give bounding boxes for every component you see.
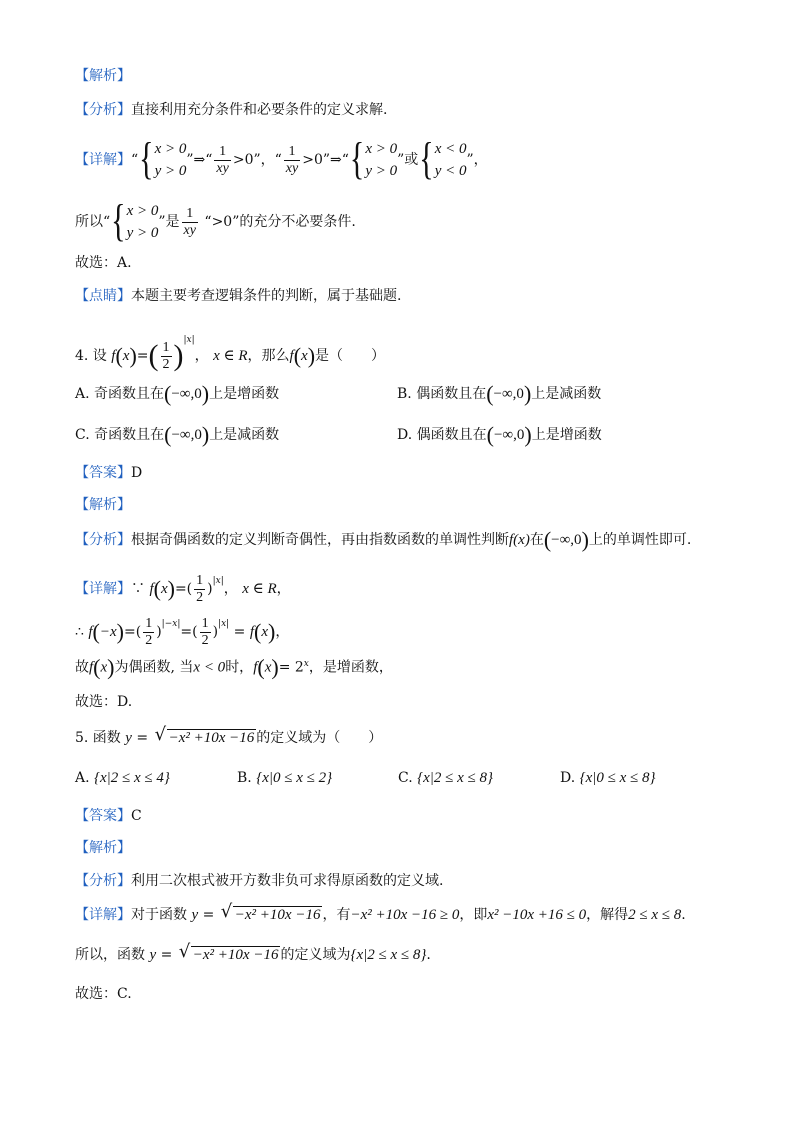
var-x: x [100,659,108,676]
paren-open: ( [486,422,494,447]
text: ，是增函数， [308,659,393,676]
fraction-one-half [143,616,154,649]
q4-option-d[interactable] [397,422,602,447]
interval: −∞,0 [551,532,582,548]
radical-sign: √ [154,724,167,745]
fx-symbol: f [111,348,116,364]
sys-row: y > 0 [126,225,159,241]
sys-row: x > 0 [365,141,398,157]
system-xy-positive [155,138,187,182]
option-letter: B. [397,386,412,402]
brace: { [349,134,365,184]
q5-guxuan-line [75,984,132,1004]
end-quote: ”， [466,152,488,168]
tag-dianjing: 【点睛】 [75,288,131,304]
close-paren: ) [212,624,219,640]
domain-text: x ∈ R [213,348,248,364]
equals: = [229,624,250,640]
sys-row: y > 0 [365,163,398,179]
radicand: −x² +10x −16 [234,907,321,923]
option-letter: C. [75,427,90,443]
brace: { [139,134,154,184]
exponent: |x| [212,576,224,586]
shi-text: ”是 [158,214,180,230]
q4-jiexi-heading [75,495,131,515]
option-pre: 奇函数且在 [94,427,165,443]
y-symbol: y [191,907,199,923]
paren-close: ) [201,381,210,406]
radical-sign: √ [220,901,233,922]
text: 对于函数 [131,907,187,923]
sys-row: y < 0 [434,163,467,179]
q5-fenxi-line [75,871,443,891]
q5-xiangjie-line: 【详解】对于函数 y = √ −x² +10x −16 ，有−x² +10x −16 ≥ 0，即x² −10x +16 ≤ 0，解得2 ≤ x ≤ 8. [75,901,686,923]
tag-answer: 【答案】 [75,465,131,481]
q4-tail: ，那么 [247,348,290,364]
var-x: x [261,624,268,640]
q4-prefix: 4. 设 [75,348,107,364]
frac-den: 2 [145,632,153,648]
frac-den: 2 [162,356,170,372]
inequality: −x² +10x −16 ≥ 0 [350,907,460,923]
option-letter: A. [75,386,90,402]
or-text: ”或 [397,152,419,168]
guxuan-text: 故选：A. [75,255,132,271]
paren-close: ) [116,619,124,644]
option-letter: C. [398,770,413,786]
exponent: |x| [218,619,230,629]
answer-value: C [131,808,142,824]
paren-open: ( [164,381,172,406]
fraction-1-over-xy [182,206,198,239]
paren-open: ( [486,381,494,406]
equals-open: =( [124,624,142,640]
question-5-stem: 5. 函数 y = √ −x² +10x −16 的定义域为（ ） [75,724,383,746]
q5-jiexi-heading [75,838,131,858]
frac-num: 1 [162,339,170,355]
q4-option-a[interactable] [75,381,280,406]
frac-num: 1 [196,572,204,588]
option-letter: D. [397,427,413,443]
paren-open: ( [164,422,172,447]
option-post: 上是增函数 [531,427,602,443]
close-paren: ) [207,581,213,597]
tag-answer: 【答案】 [75,808,131,824]
tag-xiangjie: 【详解】 [75,152,131,168]
q4-option-c[interactable] [75,422,280,447]
fenxi-text: 直接利用充分条件和必要条件的定义求解. [131,102,388,118]
q5-option-d[interactable] [560,768,656,788]
q4-answer-line [75,463,142,483]
frac-num: 1 [288,143,296,159]
paren-close: ) [129,343,137,368]
xiangjie-line-1 [75,134,488,184]
option-post: 上是减函数 [209,427,280,443]
option-set: {x|0 ≤ x ≤ 8} [579,770,656,786]
therefore-symbol: ∴ [75,624,84,640]
option-set: {x|2 ≤ x ≤ 4} [94,770,170,786]
q4-therefore-line: ∴ f(−x)=( $\frac{1}{2}$ )$^{|-x|}$=( $\frac{1}{2}$ )$^{|x|}$ = f(x)， [75,615,290,648]
frac-den: 2 [196,589,204,605]
paren-close: ) [307,343,316,368]
option-post: 上是增函数 [209,386,280,402]
open-quote: “ [131,152,139,168]
solution: 2 ≤ x ≤ 8 [628,907,682,923]
fx-symbol: f [253,659,258,676]
fenxi-text: 上的单调性即可. [588,532,692,548]
suoyi-suffix: “>0”的充分不必要条件. [199,214,356,230]
var-x: x [160,581,168,597]
option-letter: D. [560,770,576,786]
paren-close: ) [167,576,175,601]
q4-xiangjie-line [75,571,291,606]
frac-num: 1 [145,615,153,631]
sqrt-expression [154,724,257,748]
gt-text: >0”，“ [232,152,282,168]
paren-close-big: ) [173,339,184,372]
paren-close: ) [581,527,589,552]
fenxi-line-1 [75,100,387,120]
text: ，有 [322,907,351,923]
comma: ， [194,348,209,364]
jiexi-heading-1 [75,66,131,86]
option-pre: 偶函数且在 [416,427,487,443]
var-x: x [122,348,130,364]
frac-num: 1 [201,615,209,631]
suoyi-prefix: 所以“ [75,214,111,230]
tag-jiexi: 【解析】 [75,840,131,856]
inequality: x² −10x +16 ≤ 0 [487,907,587,923]
q4-conclusion-line [75,654,393,678]
option-post: 上是减函数 [531,386,602,402]
option-set: {x|2 ≤ x ≤ 8} [417,770,494,786]
paren-open: ( [93,654,101,680]
comma: ， [276,581,291,597]
tag-xiangjie: 【详解】 [75,581,131,597]
var-x: x [301,348,308,364]
dianjing-text: 本题主要考查逻辑条件的判断，属于基础题. [131,288,402,304]
system-xy-positive [365,138,397,182]
radicand: −x² +10x −16 [192,947,279,963]
dianjing-line [75,286,401,306]
equals-open: =( [174,581,193,597]
option-interval: −∞,0 [493,386,524,402]
text: 时， [225,659,254,676]
y-symbol: y [125,730,132,746]
paren-open: ( [253,619,262,644]
text: 故 [75,659,89,676]
question-4-stem [75,330,385,373]
guxuan-text: 故选：D. [75,694,133,710]
fx-symbol: f [149,581,154,597]
option-pre: 奇函数且在 [94,386,165,402]
fenxi-text: 利用二次根式被开方数非负可求得原函数的定义域. [131,873,444,889]
tag-fenxi: 【分析】 [75,102,131,118]
equals-open: =( [180,624,198,640]
fraction-one-half [200,616,211,649]
var-x: x [110,624,117,640]
q5-option-c[interactable] [398,768,493,788]
fenxi-text: 根据奇偶函数的定义判断奇偶性，再由指数函数的单调性判断 [131,532,509,548]
frac-num: 1 [219,143,227,159]
paren-open: ( [153,576,161,601]
option-interval: −∞,0 [171,386,202,402]
sqrt-expression [178,941,281,965]
option-interval: −∞,0 [171,427,202,443]
paren-close: ) [523,381,532,406]
because-symbol: ∵ [131,581,145,597]
answer-value: D [131,465,143,481]
text: . [681,907,686,923]
comma: ， [223,581,238,597]
sys-row: x > 0 [154,141,187,157]
frac-den: xy [183,222,196,238]
comma: ， [275,624,290,640]
y-symbol: y [149,947,157,963]
domain-set: {x|2 ≤ x ≤ 8} [350,947,427,963]
var-x: x [264,659,272,676]
brace: { [111,196,126,246]
tag-jiexi: 【解析】 [75,68,131,84]
option-pre: 偶函数且在 [416,386,487,402]
q5-option-a[interactable] [75,768,170,788]
system-xy-positive [127,200,159,244]
domain-text: x ∈ R [242,581,277,597]
implies: ”⇒“ [186,152,213,168]
fraction-1-over-xy [284,144,300,177]
option-set: {x|0 ≤ x ≤ 2} [256,770,333,786]
fraction-1-over-xy [214,144,230,177]
radical-sign: √ [178,941,191,962]
paren-open-big: ( [148,339,159,372]
fx-symbol: f [88,624,93,640]
text: 的定义域为 [280,947,351,963]
tag-jiexi: 【解析】 [75,497,131,513]
q4-fenxi-line [75,527,692,552]
system-xy-negative [435,138,467,182]
q4-option-b[interactable] [397,381,602,406]
fraction-one-half [194,573,205,606]
frac-den: xy [285,160,299,176]
tag-xiangjie: 【详解】 [75,907,131,923]
q4-shi: 是（ ） [315,348,386,364]
condition: x < 0 [193,659,226,676]
option-letter: A. [75,770,90,786]
close-paren: ) [156,624,162,640]
suoyi-line-1 [75,196,356,246]
brace: { [419,134,434,184]
radicand: −x² +10x −16 [168,730,255,746]
q5-prefix: 5. 函数 [75,730,121,746]
tag-fenxi: 【分析】 [75,532,131,548]
paren-open: ( [92,619,100,644]
q5-tail: 的定义域为（ ） [256,730,383,746]
q5-answer-line [75,806,142,826]
text: ，解得 [586,907,629,923]
guxuan-text: 故选：C. [75,986,132,1002]
text: ，即 [459,907,488,923]
sys-row: x > 0 [126,203,159,219]
frac-den: xy [216,160,229,176]
gt-text: >0”⇒“ [302,152,349,168]
exponent: |x| [183,335,195,345]
paren-close: ) [107,654,115,680]
exponent: x [303,659,309,669]
paren-open: ( [293,343,302,368]
option-interval: −∞,0 [493,427,525,443]
text: 所以，函数 [75,947,145,963]
paren-open: ( [257,654,265,680]
q4-guxuan-line [75,692,132,712]
fraction-one-half [161,340,172,373]
sys-row: x < 0 [434,141,467,157]
fx-symbol: f [249,624,254,640]
exponent: |−x| [161,619,181,629]
paren-close: ) [524,422,532,447]
tag-fenxi: 【分析】 [75,873,131,889]
fx-expression: f(x) [509,532,530,548]
equals-two: = 2 [278,659,304,676]
text: . [426,947,431,963]
sys-row: y > 0 [154,163,187,179]
paren-close: ) [271,654,279,680]
paren-open: ( [115,343,123,368]
fenxi-text: 在 [529,532,544,548]
equals: = [136,348,149,364]
sqrt-expression [220,901,323,925]
text: 为偶函数, 当 [114,659,194,676]
paren-open: ( [543,527,552,552]
fx-symbol: f [289,348,294,364]
option-letter: B. [237,770,252,786]
q5-option-b[interactable] [237,768,332,788]
q5-suoyi-line: 所以，函数 y = √ −x² +10x −16 的定义域为{x|2 ≤ x ≤ 8}. [75,941,431,963]
fx-symbol: f [89,659,94,676]
frac-num: 1 [186,205,194,221]
paren-close: ) [201,422,210,447]
paren-close: ) [267,619,276,644]
frac-den: 2 [201,632,209,648]
guxuan-line-1 [75,253,132,273]
